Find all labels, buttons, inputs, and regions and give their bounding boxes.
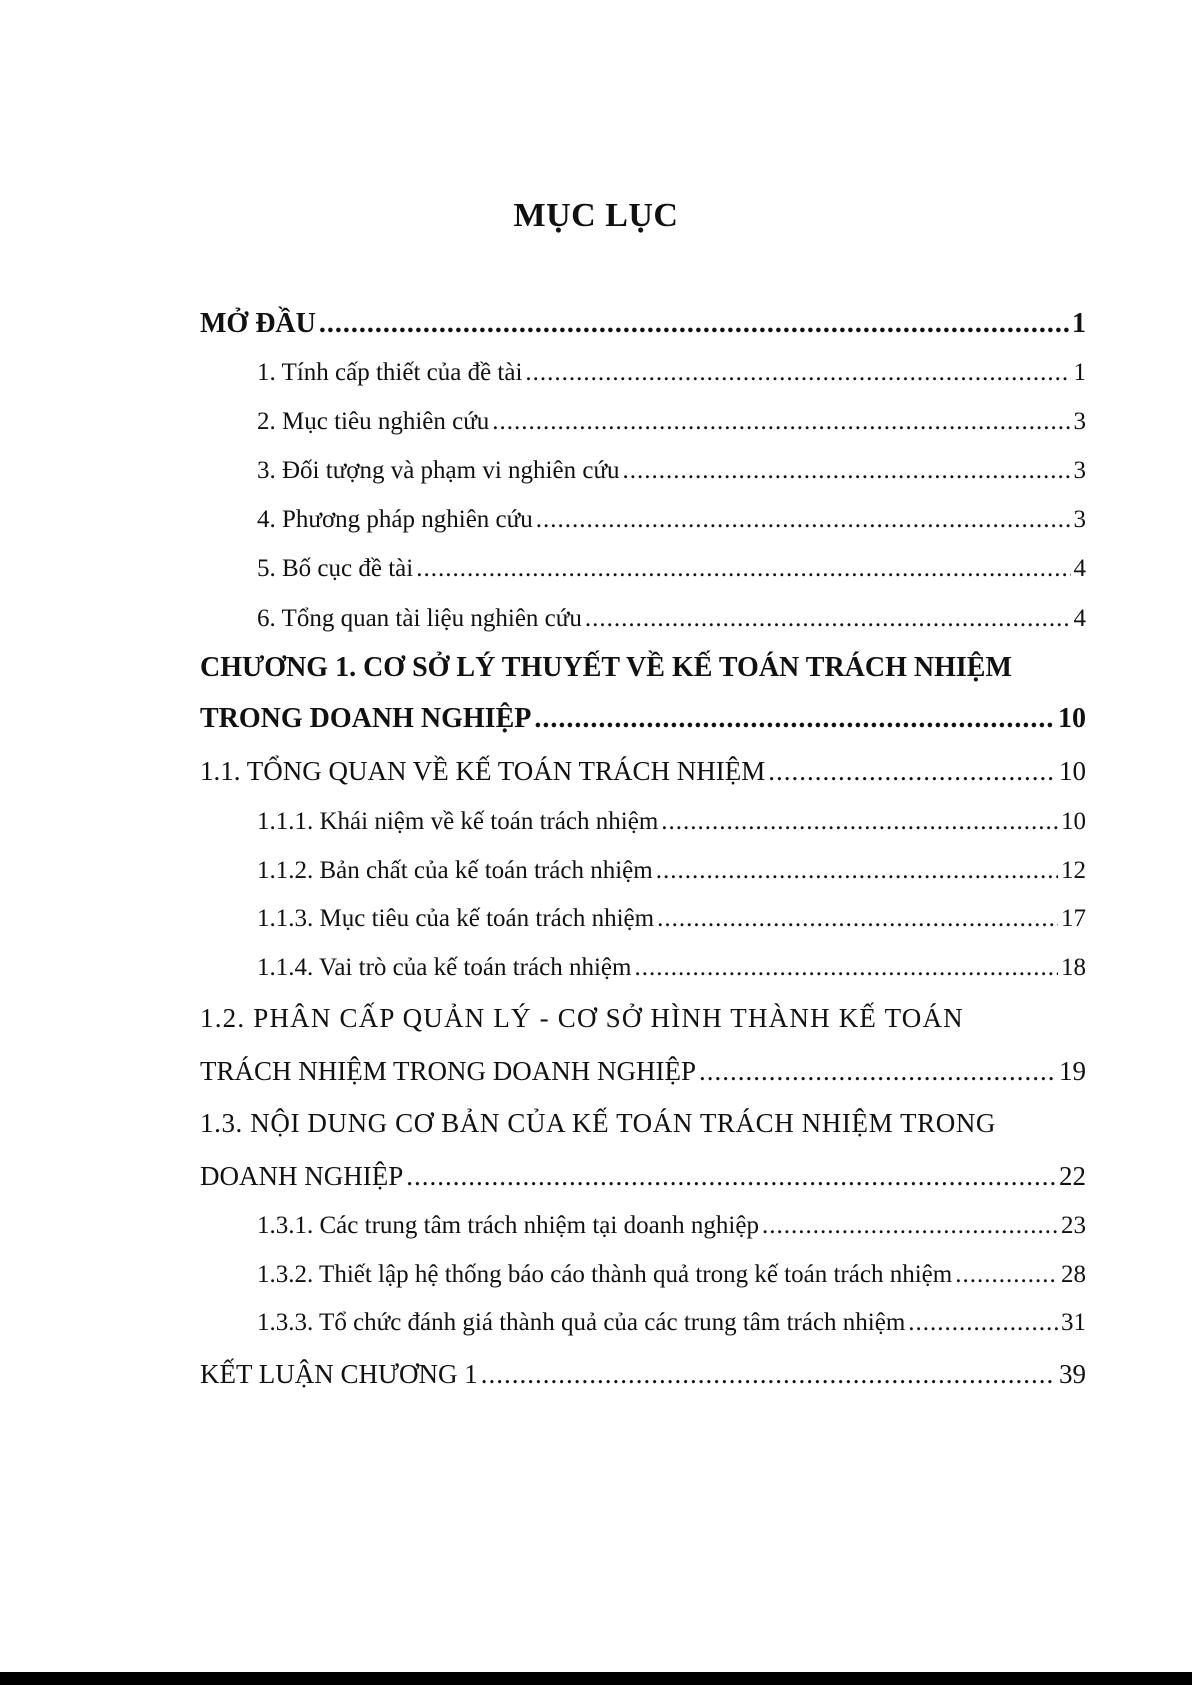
dot-leader <box>623 457 1071 485</box>
toc-entry-label: 1.1.3. Mục tiêu của kế toán trách nhiệm <box>257 905 655 932</box>
toc-entry-page: 23 <box>1061 1212 1086 1239</box>
toc-entry-label: DOANH NGHIỆP <box>200 1161 404 1191</box>
toc-entry-section-3[interactable] <box>200 457 1086 485</box>
dot-leader <box>908 1309 1058 1337</box>
toc-entry-label: 5. Bố cục đề tài <box>257 555 414 582</box>
toc-entry-1-1-2[interactable] <box>200 857 1086 885</box>
toc-entry-section-5[interactable] <box>200 555 1086 583</box>
toc-entry-label: KẾT LUẬN CHƯƠNG 1 <box>200 1359 478 1389</box>
toc-entry-chapter-1-line1[interactable] <box>200 652 1086 684</box>
toc-entry-mo-dau[interactable] <box>200 308 1086 340</box>
toc-entry-page: 19 <box>1059 1056 1086 1086</box>
toc-entry-1-3-2[interactable] <box>200 1261 1086 1289</box>
toc-entry-1-3-3[interactable] <box>200 1309 1086 1337</box>
dot-leader <box>699 1056 1056 1087</box>
toc-entry-page: 10 <box>1061 808 1086 835</box>
toc-entry-page: 1 <box>1072 308 1086 339</box>
dot-leader <box>481 1359 1056 1390</box>
dot-leader <box>657 905 1058 933</box>
toc-entry-section-6[interactable] <box>200 605 1086 633</box>
toc-entry-label: 1.1.1. Khái niệm về kế toán trách nhiệm <box>257 808 659 835</box>
toc-entry-1-1[interactable] <box>200 756 1086 787</box>
toc-entry-label: 2. Mục tiêu nghiên cứu <box>257 408 490 435</box>
toc-entry-1-1-4[interactable] <box>200 954 1086 982</box>
toc-entry-page: 3 <box>1073 457 1086 484</box>
toc-entry-page: 22 <box>1059 1161 1086 1191</box>
toc-entry-page: 31 <box>1061 1309 1086 1336</box>
toc-entry-ket-luan[interactable] <box>200 1359 1086 1390</box>
dot-leader <box>534 703 1055 735</box>
toc-entry-label: 1.1.2. Bản chất của kế toán trách nhiệm <box>257 857 653 884</box>
toc-entry-label: 1.1. TỔNG QUAN VỀ KẾ TOÁN TRÁCH NHIỆM <box>200 756 766 786</box>
toc-entry-1-3[interactable] <box>200 1161 1086 1192</box>
dot-leader <box>762 1212 1058 1240</box>
dot-leader <box>768 756 1056 787</box>
page-bottom-edge <box>0 1672 1192 1685</box>
toc-entry-page: 10 <box>1058 703 1086 734</box>
dot-leader <box>585 605 1071 633</box>
toc-entry-label: 1.1.4. Vai trò của kế toán trách nhiệm <box>257 954 632 981</box>
dot-leader <box>661 808 1058 836</box>
toc-entry-label: 1.3.3. Tổ chức đánh giá thành quả của các trung tâm trách nhiệm <box>257 1309 906 1336</box>
toc-entry-label: 1.3.1. Các trung tâm trách nhiệm tại doanh nghiệp <box>257 1212 759 1239</box>
toc-entry-label: TRONG DOANH NGHIỆP <box>200 703 532 734</box>
toc-entry-1-1-3[interactable] <box>200 905 1086 933</box>
dot-leader <box>656 857 1058 885</box>
toc-entry-page: 39 <box>1059 1359 1086 1389</box>
dot-leader <box>536 506 1071 534</box>
toc-entry-1-1-1[interactable] <box>200 808 1086 836</box>
dot-leader <box>319 308 1069 340</box>
toc-entry-label: TRÁCH NHIỆM TRONG DOANH NGHIỆP <box>200 1056 696 1086</box>
toc-entry-section-1[interactable] <box>200 359 1086 387</box>
page-title: MỤC LỤC <box>513 197 679 234</box>
toc-entry-page: 12 <box>1061 857 1086 884</box>
toc-entry-label: 3. Đối tượng và phạm vi nghiên cứu <box>257 457 620 484</box>
dot-leader <box>406 1161 1056 1192</box>
toc-entry-1-3-1[interactable] <box>200 1212 1086 1240</box>
toc-entry-page: 3 <box>1073 506 1086 533</box>
dot-leader <box>634 954 1058 982</box>
toc-entry-label: 1.3.2. Thiết lập hệ thống báo cáo thành quả trong kế toán trách nhiệm <box>257 1261 953 1288</box>
toc-entry-page: 18 <box>1061 954 1086 981</box>
toc-entry-label: 6. Tổng quan tài liệu nghiên cứu <box>257 605 582 632</box>
toc-entry-page: 28 <box>1061 1261 1086 1288</box>
toc-entry-1-3-line1[interactable] <box>200 1108 1086 1139</box>
toc-entry-label: 1.3. NỘI DUNG CƠ BẢN CỦA KẾ TOÁN TRÁCH NHIỆM TRONG <box>200 1108 997 1138</box>
toc-entry-page: 17 <box>1061 905 1086 932</box>
toc-entry-section-2[interactable] <box>200 408 1086 436</box>
toc-entry-label: CHƯƠNG 1. CƠ SỞ LÝ THUYẾT VỀ KẾ TOÁN TRÁCH NHIỆM <box>200 652 1012 683</box>
toc-entry-page: 4 <box>1073 605 1086 632</box>
toc-entry-label: 1.2. PHÂN CẤP QUẢN LÝ - CƠ SỞ HÌNH THÀNH KẾ TOÁN <box>200 1003 964 1033</box>
toc-entry-page: 4 <box>1073 555 1086 582</box>
dot-leader <box>416 555 1070 583</box>
toc-entry-chapter-1[interactable] <box>200 703 1086 735</box>
toc-entry-page: 3 <box>1073 408 1086 435</box>
dot-leader <box>525 359 1070 387</box>
toc-entry-label: 4. Phương pháp nghiên cứu <box>257 506 533 533</box>
toc-entry-page: 1 <box>1073 359 1086 386</box>
toc-entry-1-2[interactable] <box>200 1056 1086 1087</box>
toc-entry-page: 10 <box>1059 756 1086 786</box>
toc-entry-label: MỞ ĐẦU <box>200 308 316 339</box>
toc-entry-label: 1. Tính cấp thiết của đề tài <box>257 359 523 386</box>
dot-leader <box>955 1261 1058 1289</box>
toc-entry-1-2-line1[interactable] <box>200 1003 1086 1034</box>
toc-entry-section-4[interactable] <box>200 506 1086 534</box>
dot-leader <box>492 408 1070 436</box>
